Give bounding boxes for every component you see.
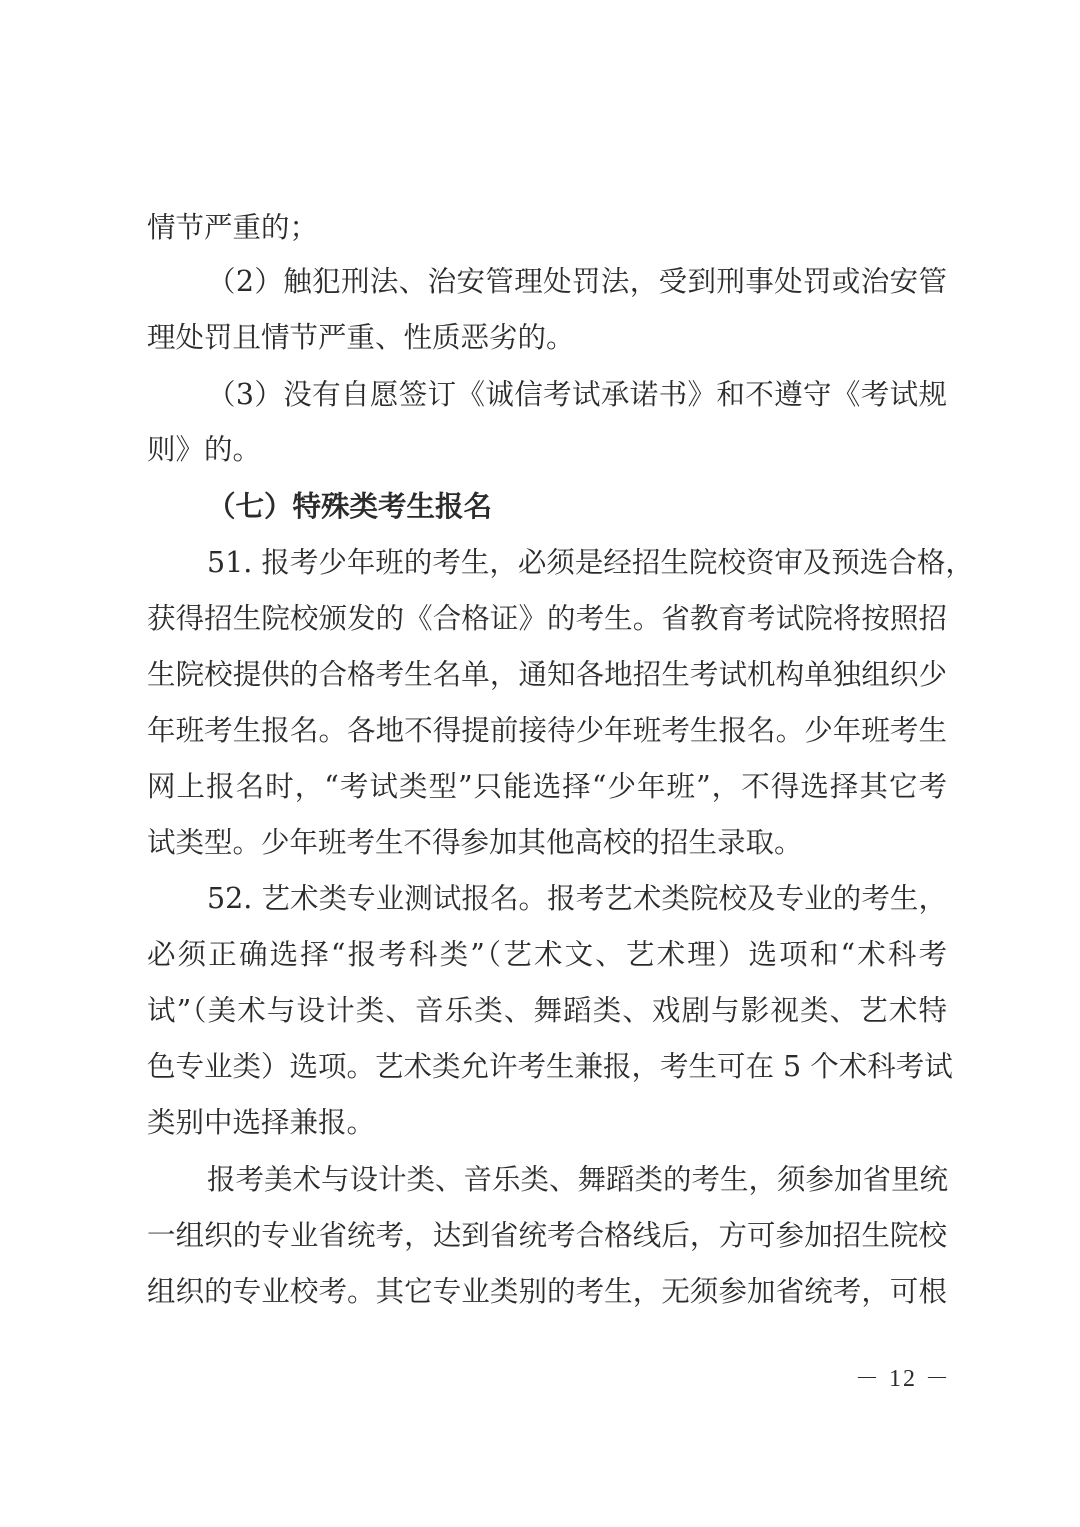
text-line-4: （3）没有自愿签订《诚信考试承诺书》和不遵守《考试规	[207, 378, 947, 411]
text-line-13: 52. 艺术类专业测试报名。报考艺术类院校及专业的考生，	[207, 882, 947, 915]
text-line-16: 色专业类）选项。艺术类允许考生兼报，考生可在 5 个术科考试	[147, 1050, 953, 1083]
text-line-1: 情节严重的；	[147, 211, 319, 244]
text-line-12: 试类型。少年班考生不得参加其他高校的招生录取。	[147, 826, 803, 859]
text-line-20: 组织的专业校考。其它专业类别的考生，无须参加省统考，可根	[147, 1275, 947, 1308]
text-line-2: （2）触犯刑法、治安管理处罚法，受到刑事处罚或治安管	[207, 265, 947, 298]
text-line-17: 类别中选择兼报。	[147, 1106, 376, 1139]
section-heading: （七）特殊类考生报名	[207, 489, 493, 523]
text-line-18: 报考美术与设计类、音乐类、舞蹈类的考生，须参加省里统	[207, 1163, 949, 1196]
text-line-10: 年班考生报名。各地不得提前接待少年班考生报名。少年班考生	[147, 714, 947, 747]
text-line-8: 获得招生院校颁发的《合格证》的考生。省教育考试院将按照招	[147, 602, 947, 635]
text-line-3: 理处罚且情节严重、性质恶劣的。	[147, 321, 575, 354]
text-line-19: 一组织的专业省统考，达到省统考合格线后，方可参加招生院校	[147, 1219, 947, 1252]
text-line-11: 网上报名时，“考试类型”只能选择“少年班”，不得选择其它考	[147, 770, 947, 803]
page-number: － 12 －	[855, 1366, 951, 1392]
text-line-7: 51. 报考少年班的考生，必须是经招生院校资审及预选合格，	[207, 546, 974, 579]
text-line-9: 生院校提供的合格考生名单，通知各地招生考试机构单独组织少	[147, 658, 947, 691]
text-line-14: 必须正确选择“报考科类”（艺术文、艺术理）选项和“术科考	[147, 938, 947, 971]
text-line-5: 则》的。	[147, 433, 262, 466]
text-line-15: 试”（美术与设计类、音乐类、舞蹈类、戏剧与影视类、艺术特	[147, 994, 947, 1027]
